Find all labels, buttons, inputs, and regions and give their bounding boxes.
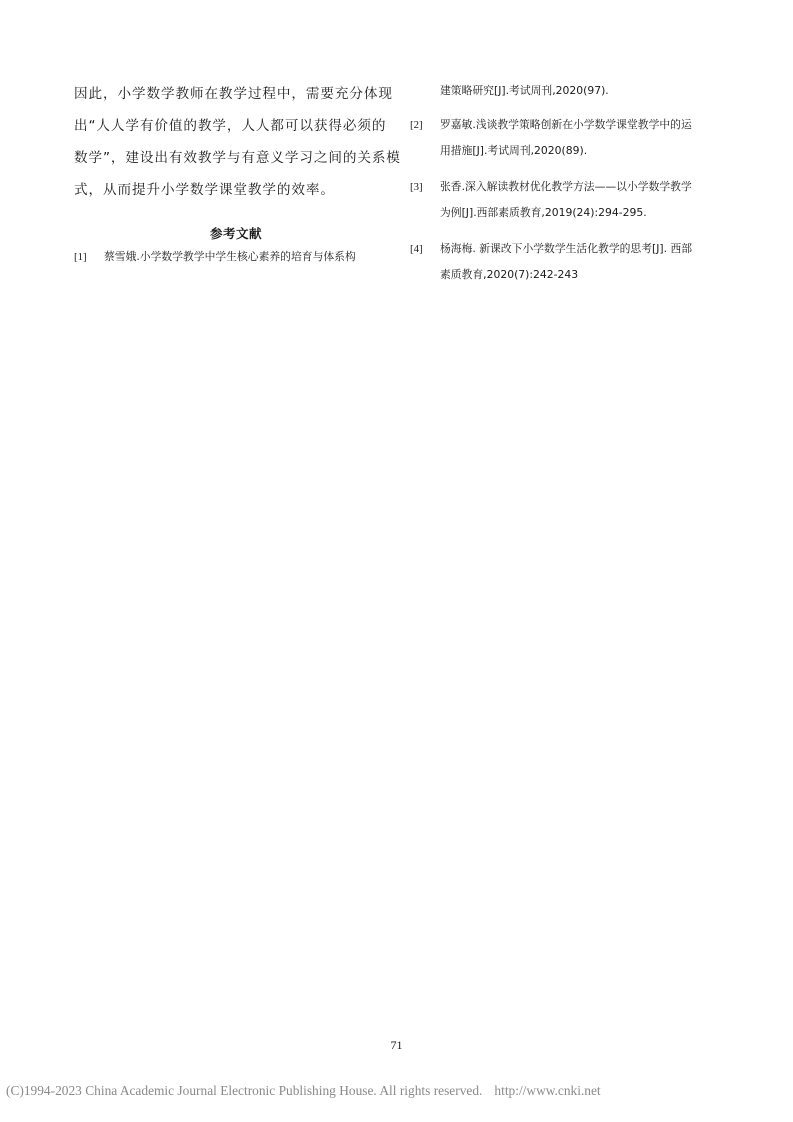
- reference-text: 杨海梅. 新课改下小学数学生活化教学的思考[J]. 西部: [440, 242, 693, 255]
- reference-item: [410, 112, 730, 164]
- reference-text: 蔡雪娥.小学数学教学中学生核心素养的培育与体系构: [104, 250, 356, 263]
- reference-text: 素质教育,2020(7):242-243: [440, 268, 579, 281]
- cnki-link[interactable]: http://www.cnki.net: [494, 1083, 601, 1098]
- reference-item: [74, 244, 392, 270]
- left-column: [74, 78, 401, 270]
- reference-text: 罗嘉敏.浅谈教学策略创新在小学数学课堂教学中的运: [440, 118, 692, 131]
- reference-text: 张香.深入解读教材优化教学方法——以小学数学教学: [440, 180, 692, 193]
- page-number: 71: [390, 1038, 403, 1052]
- reference-item: [410, 174, 730, 226]
- references-heading: 参考文献: [209, 226, 262, 241]
- copyright-footer: [6, 1083, 786, 1099]
- right-column: [410, 78, 730, 288]
- paragraph-line: 出“人人学有价值的教学，人人都可以获得必须的: [74, 118, 387, 134]
- body-paragraph: [74, 78, 401, 206]
- reference-text: 为例[J].西部素质教育,2019(24):294-295.: [440, 206, 647, 219]
- reference-number: [4]: [410, 243, 423, 255]
- paragraph-line: 数学”，建设出有效教学与有意义学习之间的关系模: [74, 150, 401, 166]
- reference-text: 用措施[J].考试周刊,2020(89).: [440, 144, 588, 157]
- reference-item: [410, 236, 730, 288]
- reference-number: [3]: [410, 181, 423, 193]
- reference-text: 建策略研究[J].考试周刊,2020(97).: [440, 84, 609, 97]
- paragraph-line: 式，从而提升小学数学课堂教学的效率。: [74, 182, 335, 198]
- reference-number: [1]: [74, 251, 87, 263]
- paragraph-line: 因此，小学数学教师在教学过程中，需要充分体现: [74, 86, 393, 102]
- reference-number: [2]: [410, 119, 423, 131]
- copyright-text: (C)1994-2023 China Academic Journal Electronic Publishing House. All rights reserved.: [6, 1083, 483, 1098]
